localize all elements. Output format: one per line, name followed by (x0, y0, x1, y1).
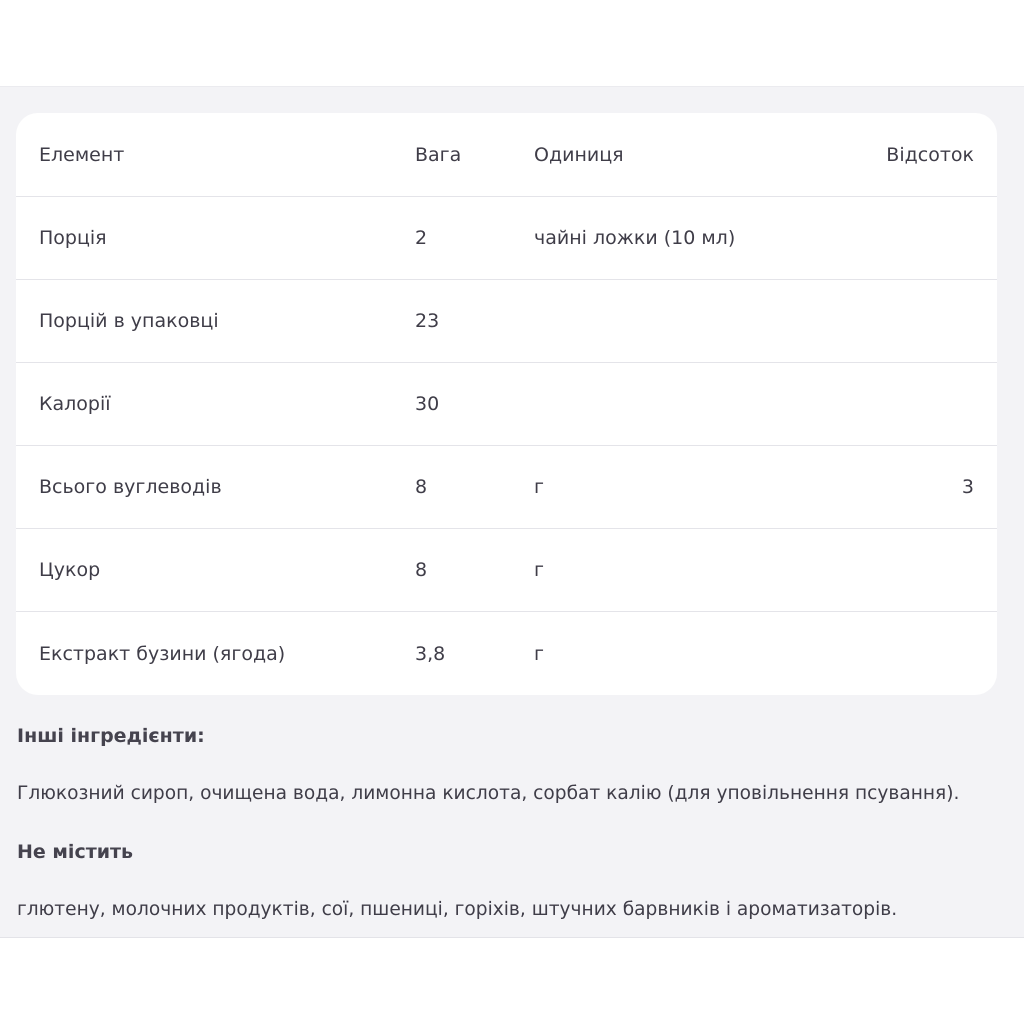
row-name: Порція (39, 227, 107, 249)
table-header-row (16, 113, 997, 197)
row-unit: г (534, 476, 544, 498)
row-weight: 30 (415, 393, 440, 415)
row-name: Екстракт бузини (ягода) (39, 643, 286, 665)
row-percent: 3 (961, 476, 974, 498)
other-ingredients-heading: Інші інгредієнти: (17, 725, 205, 747)
other-ingredients-text: Глюкозний сироп, очищена вода, лимонна кислота, сорбат калію (для уповільнення псування). (17, 783, 960, 804)
row-weight: 3,8 (415, 643, 446, 665)
row-weight: 8 (415, 476, 428, 498)
column-header-weight: Вага (415, 144, 462, 166)
table-row (16, 197, 997, 280)
table-row (16, 446, 997, 529)
table-row (16, 529, 997, 612)
row-weight: 8 (415, 559, 428, 581)
row-weight: 23 (415, 310, 440, 332)
table-row (16, 363, 997, 446)
column-header-name: Елемент (39, 144, 125, 166)
column-header-percent: Відсоток (886, 144, 974, 166)
free-from-heading: Не містить (17, 841, 134, 863)
row-name: Калорії (39, 393, 111, 415)
product-info-panel (0, 86, 1024, 938)
column-header-unit: Одиниця (534, 144, 624, 166)
row-unit: г (534, 643, 544, 665)
row-unit: чайні ложки (10 мл) (534, 227, 736, 249)
nutrition-table (16, 113, 997, 695)
row-name: Порцій в упаковці (39, 310, 219, 332)
table-row (16, 280, 997, 363)
table-row (16, 612, 997, 695)
row-name: Всього вуглеводів (39, 476, 222, 498)
row-unit: г (534, 559, 544, 581)
free-from-text: глютену, молочних продуктів, сої, пшениці, горіхів, штучних барвників і ароматизаторів. (17, 899, 898, 920)
row-name: Цукор (39, 559, 101, 581)
row-weight: 2 (415, 227, 428, 249)
